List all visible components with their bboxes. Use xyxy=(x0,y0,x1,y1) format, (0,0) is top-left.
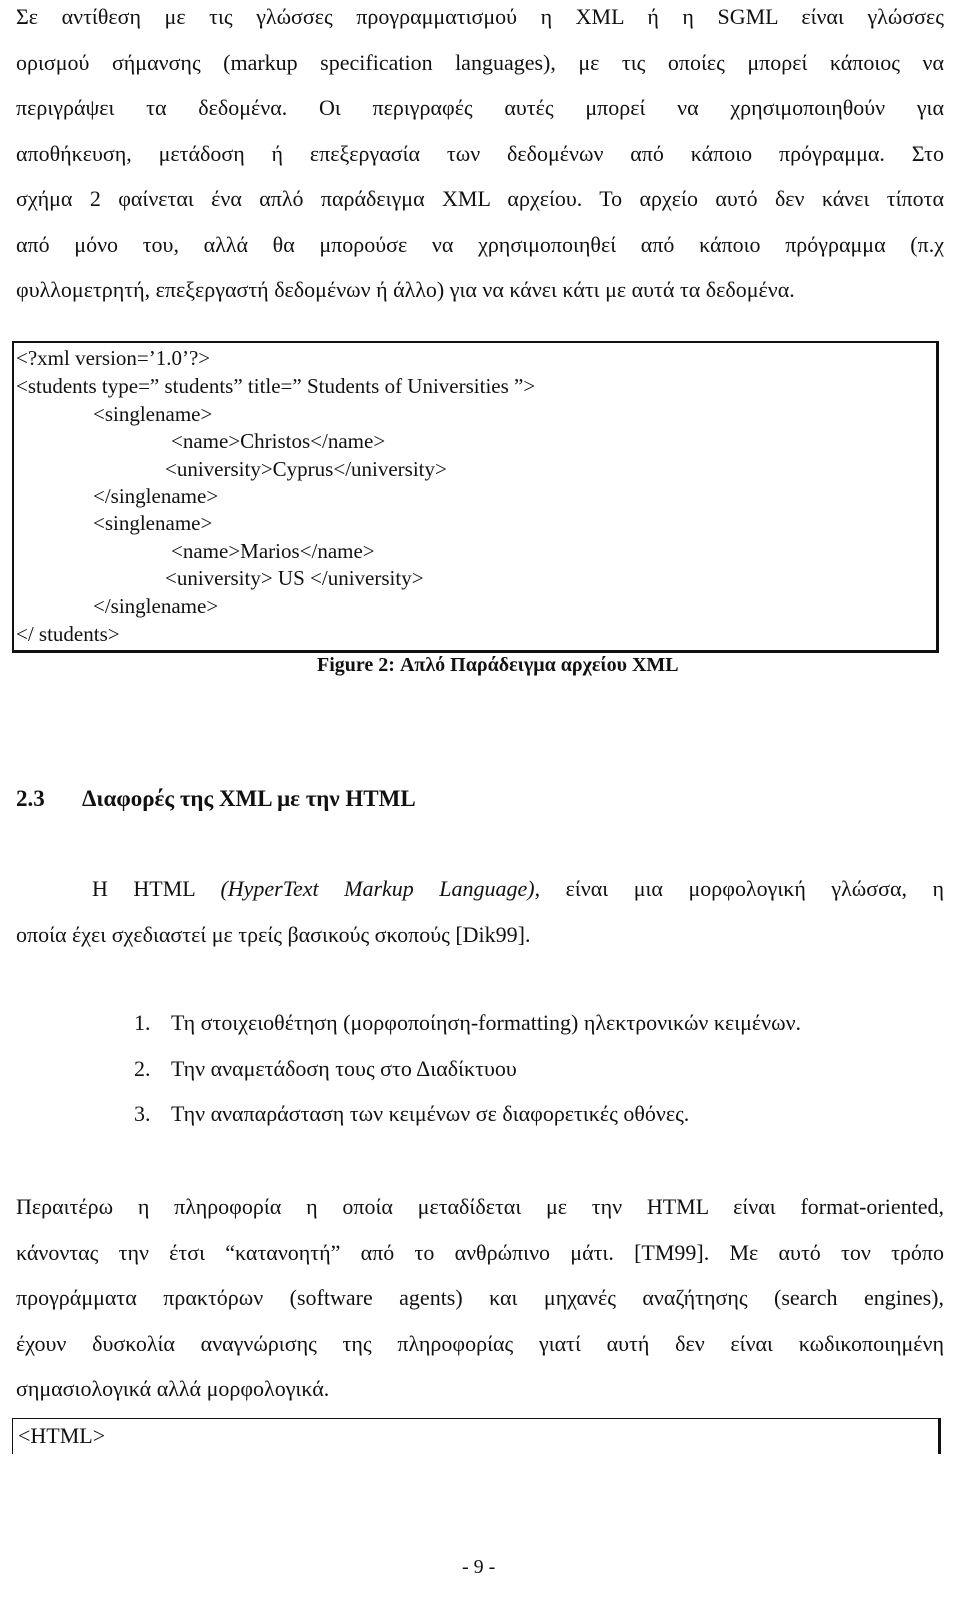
code-line: <university>Cyprus</university> xyxy=(165,457,447,481)
list-text: Την αναμετάδοση τους στο Διαδίκτυου xyxy=(171,1056,517,1081)
list-text: Τη στοιχειοθέτηση (μορφοποίηση-formatting) ηλεκτρονικών κειμένων. xyxy=(171,1010,802,1035)
section-number: 2.3 xyxy=(16,786,45,811)
code-line: </ students> xyxy=(16,622,120,646)
text-line: σχήμα 2 φαίνεται ένα απλό παράδειγμα XML αρχείου. Το αρχείο αυτό δεν κάνει τίποτα xyxy=(16,186,944,211)
code-line: <singlename> xyxy=(93,402,213,426)
text-span: , είναι μια μορφολογική γλώσσα, η xyxy=(534,876,944,901)
list-number: 2. xyxy=(134,1056,151,1081)
code-line: <name>Christos</name> xyxy=(171,429,386,453)
section-heading xyxy=(16,786,416,812)
text-line: οποία έχει σχεδιαστεί με τρείς βασικούς σκοπούς [Dik99]. xyxy=(16,922,531,947)
text-line: έχουν δυσκολία αναγνώρισης της πληροφορίας γιατί αυτή δεν είναι κωδικοποιημένη xyxy=(16,1331,944,1356)
list-item xyxy=(134,1101,689,1127)
text-line: αποθήκευση, μετάδοση ή επεξεργασία των δεδομένων από κάποιο πρόγραμμα. Στο xyxy=(16,141,944,166)
code-line: <students type=” students” title=” Students of Universities ”> xyxy=(16,374,536,398)
text-line: Περαιτέρω η πληροφορία η οποία μεταδίδεται με την HTML είναι format-oriented, xyxy=(16,1194,944,1219)
text-line: Σε αντίθεση με τις γλώσσες προγραμματισμού η XML ή η SGML είναι γλώσσες xyxy=(16,4,944,29)
figure-caption: Figure 2: Απλό Παράδειγμα αρχείου XML xyxy=(317,654,679,676)
text-line: κάνοντας την έτσι “κατανοητή” από το ανθρώπινο μάτι. [TM99]. Με αυτό τον τρόπο xyxy=(16,1240,944,1265)
code-line: </singlename> xyxy=(93,594,219,618)
html-example-box xyxy=(12,1418,941,1454)
code-line: <name>Marios</name> xyxy=(171,539,375,563)
list-item xyxy=(134,1056,517,1082)
code-line: <university> US </university> xyxy=(165,566,424,590)
code-line: <?xml version=’1.0’?> xyxy=(16,346,211,370)
page-number: - 9 - xyxy=(462,1556,496,1578)
xml-example-box xyxy=(12,341,939,653)
text-line: σημασιολογικά αλλά μορφολογικά. xyxy=(16,1376,330,1401)
code-line: <singlename> xyxy=(93,511,213,535)
code-line: </singlename> xyxy=(93,484,219,508)
code-line: <HTML> xyxy=(18,1423,106,1448)
text-span: Η HTML xyxy=(92,876,221,901)
text-line: από μόνο του, αλλά θα μπορούσε να χρησιμοποιηθεί από κάποιο πρόγραμμα (π.χ xyxy=(16,232,944,257)
section-title: Διαφορές της XML με την HTML xyxy=(82,786,416,811)
list-number: 1. xyxy=(134,1010,151,1035)
text-line: φυλλομετρητή, επεξεργαστή δεδομένων ή άλλο) για να κάνει κάτι με αυτά τα δεδομένα. xyxy=(16,277,795,302)
italic-span: (HyperText Markup Language) xyxy=(220,876,535,901)
text-line: ορισμού σήμανσης (markup specification languages), με τις οποίες μπορεί κάποιος να xyxy=(16,50,944,75)
list-text: Την αναπαράσταση των κειμένων σε διαφορετικές οθόνες. xyxy=(171,1101,690,1126)
list-number: 3. xyxy=(134,1101,151,1126)
text-line: προγράμματα πρακτόρων (software agents) και μηχανές αναζήτησης (search engines), xyxy=(16,1285,944,1310)
text-line xyxy=(16,866,944,912)
list-item xyxy=(134,1010,801,1036)
text-line: περιγράψει τα δεδομένα. Οι περιγραφές αυτές μπορεί να χρησιμοποιηθούν για xyxy=(16,95,944,120)
